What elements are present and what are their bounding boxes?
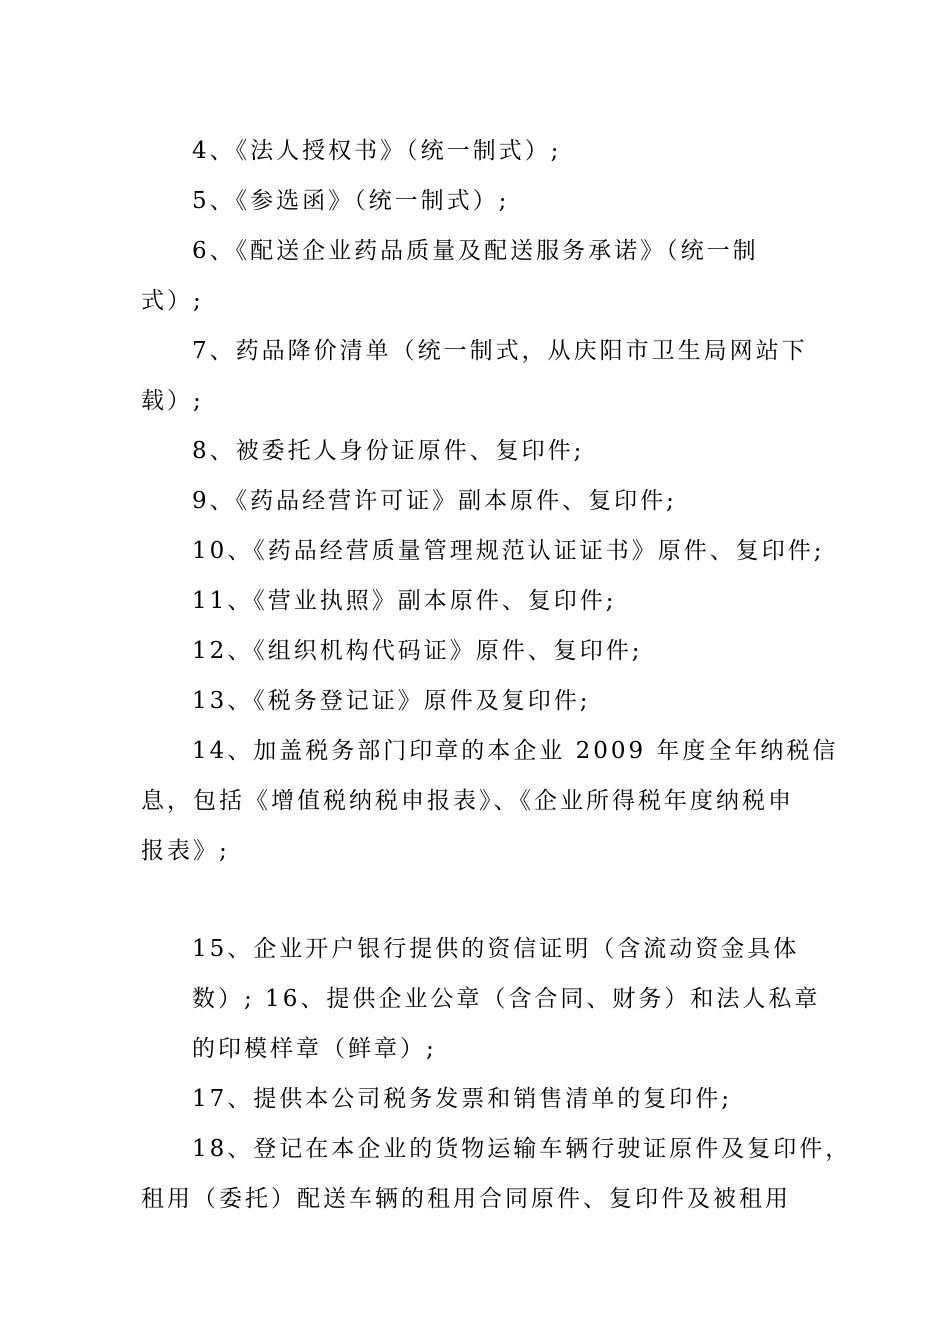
text-line-item-14-cont-1: 息，包括《增值税纳税申报表》、《企业所得税年度纳税申	[141, 788, 794, 814]
text-line-item-5: 5、《参选函》（统一制式）;	[192, 188, 510, 214]
text-line-item-11: 11、《营业执照》副本原件、复印件;	[192, 588, 617, 614]
text-line-item-17: 17、提供本公司税务发票和销售清单的复印件;	[192, 1086, 733, 1112]
text-line-item-4: 4、《法人授权书》（统一制式）;	[192, 138, 562, 164]
text-line-item-10: 10、《药品经营质量管理规范认证证书》原件、复印件;	[192, 538, 825, 564]
text-line-item-14-cont-2: 报表》;	[141, 838, 230, 864]
text-line-item-18: 18、登记在本企业的货物运输车辆行驶证原件及复印件，	[192, 1136, 852, 1162]
text-line-item-15: 15、企业开户银行提供的资信证明（含流动资金具体	[192, 936, 800, 962]
text-line-item-6-cont: 式）;	[141, 288, 204, 314]
text-line-item-6: 6、《配送企业药品质量及配送服务承诺》（统一制	[192, 238, 759, 264]
text-line-item-8: 8、被委托人身份证原件、复印件;	[192, 438, 585, 464]
text-line-item-13: 13、《税务登记证》原件及复印件;	[192, 688, 591, 714]
text-line-item-7: 7、药品降价清单（统一制式，从庆阳市卫生局网站下	[192, 338, 808, 364]
text-line-item-16-cont: 的印模样章（鲜章）;	[192, 1036, 437, 1062]
text-line-item-9: 9、《药品经营许可证》副本原件、复印件;	[192, 488, 677, 514]
text-line-item-18-cont: 租用（委托）配送车辆的租用合同原件、复印件及被租用	[141, 1186, 791, 1212]
text-line-item-12: 12、《组织机构代码证》原件、复印件;	[192, 638, 643, 664]
text-line-item-14: 14、加盖税务部门印章的本企业 2009 年度全年纳税信	[192, 738, 839, 764]
text-line-item-15-16: 数）; 16、提供企业公章（含合同、财务）和法人私章	[192, 986, 821, 1012]
text-line-item-7-cont: 载）;	[141, 388, 204, 414]
